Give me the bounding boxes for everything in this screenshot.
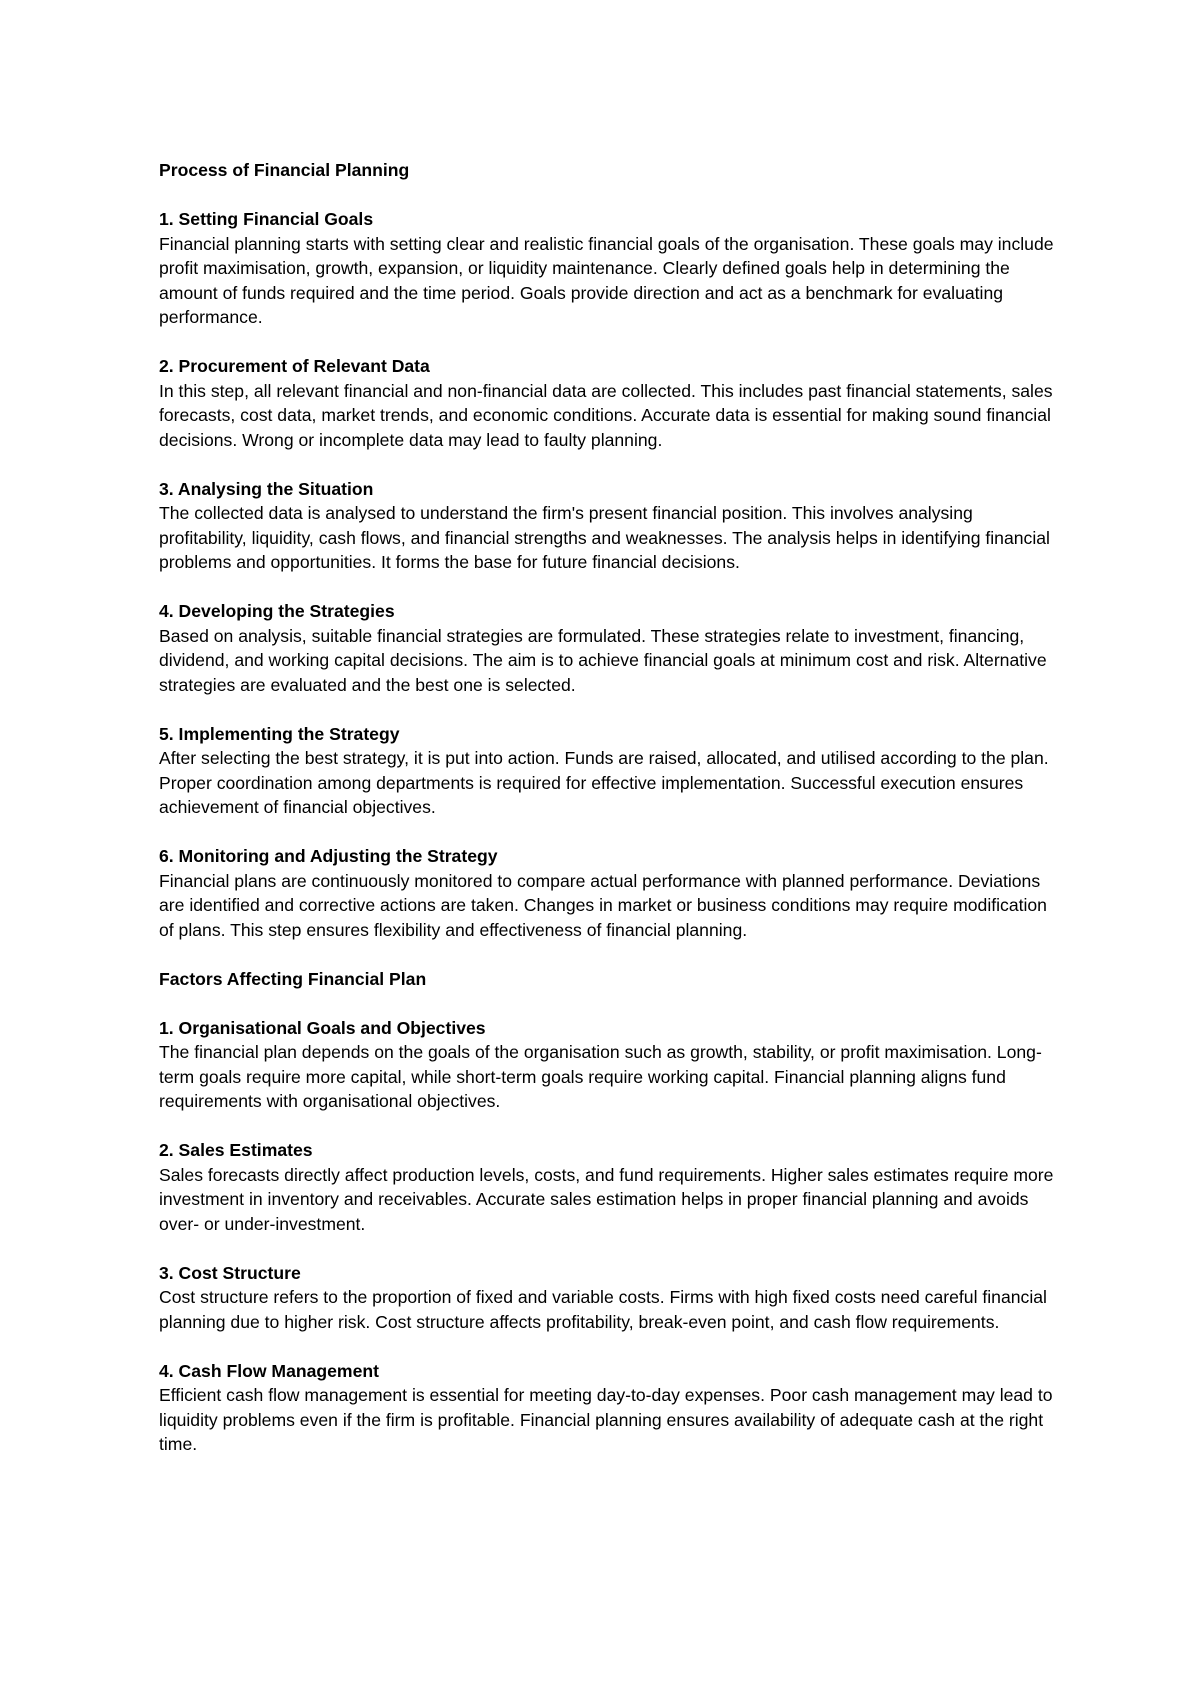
- factor-1-body: The financial plan depends on the goals of the organisation such as growth, stability, or profit maximisation. Long-term goals require more capital, while short-term goals require working capital. Financial planning aligns fund requirements with organisational objectives.: [159, 1042, 1042, 1111]
- process-step-2: [159, 354, 1059, 452]
- factor-2-heading: 2. Sales Estimates: [159, 1140, 313, 1160]
- factor-3: [159, 1261, 1059, 1335]
- process-step-6: [159, 844, 1059, 942]
- factor-2: [159, 1138, 1059, 1236]
- process-step-2-heading: 2. Procurement of Relevant Data: [159, 356, 430, 376]
- process-step-2-body: In this step, all relevant financial and non-financial data are collected. This includes past financial statements, sales forecasts, cost data, market trends, and economic conditions. Accurate data is essential for making sound financial decisions. Wrong or incomplete data may lead to faulty planning.: [159, 380, 1053, 450]
- section-title-process: Process of Financial Planning: [159, 160, 410, 180]
- factor-3-heading: 3. Cost Structure: [159, 1262, 301, 1283]
- process-step-5: [159, 722, 1059, 820]
- factor-4-heading: 4. Cash Flow Management: [159, 1360, 379, 1381]
- factor-1: [159, 1016, 1059, 1114]
- process-step-3-body: The collected data is analysed to understand the firm's present financial position. This involves analysing profitability, liquidity, cash flows, and financial strengths and weaknesses. The analysis helps in identifying financial problems and opportunities. It forms the base for future financial decisions.: [159, 503, 1050, 572]
- document-page: [159, 158, 1059, 1481]
- process-step-3: [159, 477, 1059, 575]
- factor-4: [159, 1359, 1059, 1457]
- process-step-1-heading: 1. Setting Financial Goals: [159, 209, 374, 229]
- process-step-1: [159, 207, 1059, 330]
- process-step-1-body: Financial planning starts with setting clear and realistic financial goals of the organisation. These goals may include profit maximisation, growth, expansion, or liquidity maintenance. Clearly defined goals help in determining the amount of funds required and the time period. Goals provide direction and act as a benchmark for evaluating performance.: [159, 233, 1054, 327]
- factor-2-body: Sales forecasts directly affect production levels, costs, and fund requirements. Higher sales estimates require more investment in inventory and receivables. Accurate sales estimation helps in proper financial planning and avoids over- or under-investment.: [159, 1164, 1054, 1234]
- section-title-factors: Factors Affecting Financial Plan: [159, 968, 427, 989]
- process-step-6-body: Financial plans are continuously monitored to compare actual performance with planned performance. Deviations are identified and corrective actions are taken. Changes in market or business conditions may require modification of plans. This step ensures flexibility and effectiveness of financial planning.: [159, 870, 1047, 940]
- factor-4-body: Efficient cash flow management is essential for meeting day-to-day expenses. Poor cash management may lead to liquidity problems even if the firm is profitable. Financial planning ensures availability of adequate cash at the right time.: [159, 1385, 1053, 1454]
- factor-3-body: Cost structure refers to the proportion of fixed and variable costs. Firms with high fixed costs need careful financial planning due to higher risk. Cost structure affects profitability, break-even point, and cash flow requirements.: [159, 1287, 1047, 1332]
- process-step-4: [159, 599, 1059, 697]
- process-step-4-heading: 4. Developing the Strategies: [159, 601, 395, 621]
- process-step-3-heading: 3. Analysing the Situation: [159, 478, 374, 499]
- process-step-4-body: Based on analysis, suitable financial strategies are formulated. These strategies relate to investment, financing, dividend, and working capital decisions. The aim is to achieve financial goals at minimum cost and risk. Alternative strategies are evaluated and the best one is selected.: [159, 625, 1047, 695]
- process-step-5-body: After selecting the best strategy, it is put into action. Funds are raised, allocated, and utilised according to the plan. Proper coordination among departments is required for effective implementation. Successful execution ensures achievement of financial objectives.: [159, 748, 1049, 817]
- process-step-6-heading: 6. Monitoring and Adjusting the Strategy: [159, 846, 498, 866]
- factor-1-heading: 1. Organisational Goals and Objectives: [159, 1017, 486, 1038]
- process-step-5-heading: 5. Implementing the Strategy: [159, 723, 400, 744]
